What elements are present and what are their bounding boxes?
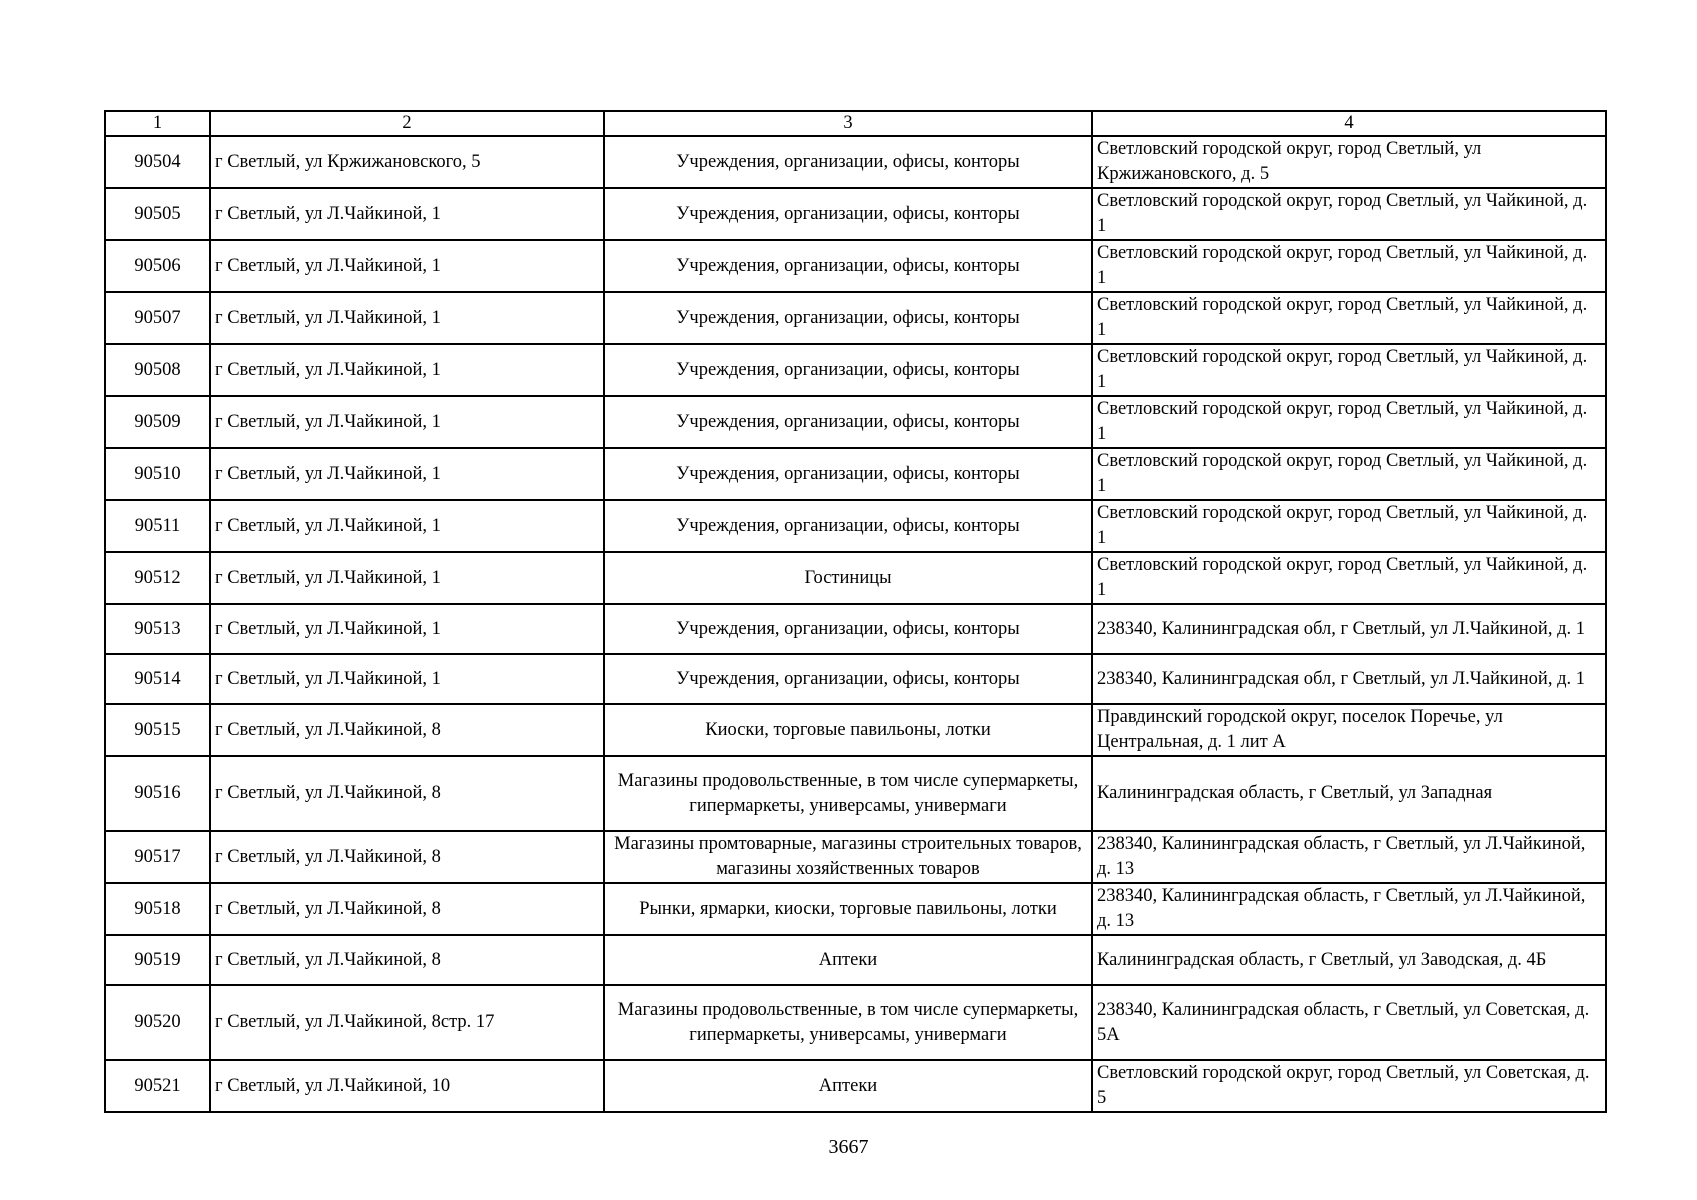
- cell-id: 90512: [105, 552, 210, 604]
- table-row: [105, 552, 1606, 604]
- page-number: 3667: [828, 1136, 869, 1158]
- cell-id: 90513: [105, 604, 210, 654]
- cell-address: г Светлый, ул Л.Чайкиной, 8: [210, 704, 604, 756]
- data-table: [104, 110, 1607, 1113]
- cell-location: Светловский городской округ, город Светлый, ул Кржижановского, д. 5: [1092, 136, 1606, 188]
- table-row: [105, 756, 1606, 831]
- table-body: [105, 136, 1606, 1112]
- cell-address: г Светлый, ул Л.Чайкиной, 1: [210, 344, 604, 396]
- cell-object-type: Гостиницы: [604, 552, 1092, 604]
- cell-object-type: Киоски, торговые павильоны, лотки: [604, 704, 1092, 756]
- cell-address: г Светлый, ул Л.Чайкиной, 1: [210, 292, 604, 344]
- cell-address: г Светлый, ул Л.Чайкиной, 1: [210, 396, 604, 448]
- table-row: [105, 985, 1606, 1060]
- cell-location: Светловский городской округ, город Светлый, ул Советская, д. 5: [1092, 1060, 1606, 1112]
- column-header: 3: [604, 111, 1092, 136]
- table-row: [105, 240, 1606, 292]
- cell-id: 90508: [105, 344, 210, 396]
- cell-object-type: Магазины промтоварные, магазины строительных товаров, магазины хозяйственных товаров: [604, 831, 1092, 883]
- cell-address: г Светлый, ул Л.Чайкиной, 10: [210, 1060, 604, 1112]
- cell-id: 90519: [105, 935, 210, 985]
- column-header: 4: [1092, 111, 1606, 136]
- cell-address: г Светлый, ул Л.Чайкиной, 1: [210, 552, 604, 604]
- cell-location: Светловский городской округ, город Светлый, ул Чайкиной, д. 1: [1092, 344, 1606, 396]
- cell-object-type: Учреждения, организации, офисы, конторы: [604, 188, 1092, 240]
- cell-address: г Светлый, ул Л.Чайкиной, 8: [210, 756, 604, 831]
- table-row: [105, 500, 1606, 552]
- table-row: [105, 1060, 1606, 1112]
- cell-location: 238340, Калининградская область, г Светлый, ул Советская, д. 5А: [1092, 985, 1606, 1060]
- cell-object-type: Учреждения, организации, офисы, конторы: [604, 136, 1092, 188]
- cell-address: г Светлый, ул Л.Чайкиной, 1: [210, 500, 604, 552]
- table-row: [105, 292, 1606, 344]
- cell-object-type: Учреждения, организации, офисы, конторы: [604, 448, 1092, 500]
- cell-id: 90515: [105, 704, 210, 756]
- column-header: 1: [105, 111, 210, 136]
- cell-object-type: Магазины продовольственные, в том числе супермаркеты, гипермаркеты, универсамы, универмаги: [604, 756, 1092, 831]
- cell-object-type: Учреждения, организации, офисы, конторы: [604, 344, 1092, 396]
- cell-id: 90506: [105, 240, 210, 292]
- cell-id: 90504: [105, 136, 210, 188]
- cell-location: 238340, Калининградская обл, г Светлый, ул Л.Чайкиной, д. 1: [1092, 654, 1606, 704]
- cell-address: г Светлый, ул Л.Чайкиной, 1: [210, 604, 604, 654]
- table-row: [105, 188, 1606, 240]
- cell-location: Светловский городской округ, город Светлый, ул Чайкиной, д. 1: [1092, 448, 1606, 500]
- cell-location: 238340, Калининградская обл, г Светлый, ул Л.Чайкиной, д. 1: [1092, 604, 1606, 654]
- cell-object-type: Магазины продовольственные, в том числе супермаркеты, гипермаркеты, универсамы, универмаги: [604, 985, 1092, 1060]
- cell-location: Светловский городской округ, город Светлый, ул Чайкиной, д. 1: [1092, 552, 1606, 604]
- table-row: [105, 604, 1606, 654]
- cell-id: 90505: [105, 188, 210, 240]
- header-row: [105, 111, 1606, 136]
- table-row: [105, 883, 1606, 935]
- cell-id: 90517: [105, 831, 210, 883]
- table-row: [105, 136, 1606, 188]
- cell-address: г Светлый, ул Л.Чайкиной, 1: [210, 240, 604, 292]
- table-row: [105, 935, 1606, 985]
- cell-address: г Светлый, ул Л.Чайкиной, 1: [210, 654, 604, 704]
- table-row: [105, 344, 1606, 396]
- cell-object-type: Учреждения, организации, офисы, конторы: [604, 396, 1092, 448]
- cell-location: Светловский городской округ, город Светлый, ул Чайкиной, д. 1: [1092, 188, 1606, 240]
- table-row: [105, 448, 1606, 500]
- table-row: [105, 704, 1606, 756]
- cell-location: Светловский городской округ, город Светлый, ул Чайкиной, д. 1: [1092, 240, 1606, 292]
- cell-address: г Светлый, ул Л.Чайкиной, 8: [210, 935, 604, 985]
- table-row: [105, 654, 1606, 704]
- cell-address: г Светлый, ул Л.Чайкиной, 8стр. 17: [210, 985, 604, 1060]
- cell-object-type: Учреждения, организации, офисы, конторы: [604, 240, 1092, 292]
- cell-id: 90516: [105, 756, 210, 831]
- column-header: 2: [210, 111, 604, 136]
- cell-id: 90520: [105, 985, 210, 1060]
- cell-address: г Светлый, ул Кржижановского, 5: [210, 136, 604, 188]
- cell-location: 238340, Калининградская область, г Светлый, ул Л.Чайкиной, д. 13: [1092, 831, 1606, 883]
- table-row: [105, 396, 1606, 448]
- cell-location: Светловский городской округ, город Светлый, ул Чайкиной, д. 1: [1092, 292, 1606, 344]
- cell-address: г Светлый, ул Л.Чайкиной, 1: [210, 188, 604, 240]
- cell-address: г Светлый, ул Л.Чайкиной, 8: [210, 883, 604, 935]
- cell-object-type: Учреждения, организации, офисы, конторы: [604, 604, 1092, 654]
- cell-location: Правдинский городской округ, поселок Поречье, ул Центральная, д. 1 лит А: [1092, 704, 1606, 756]
- cell-id: 90518: [105, 883, 210, 935]
- cell-address: г Светлый, ул Л.Чайкиной, 1: [210, 448, 604, 500]
- cell-object-type: Аптеки: [604, 935, 1092, 985]
- table-row: [105, 831, 1606, 883]
- cell-object-type: Учреждения, организации, офисы, конторы: [604, 292, 1092, 344]
- cell-id: 90509: [105, 396, 210, 448]
- cell-object-type: Учреждения, организации, офисы, конторы: [604, 654, 1092, 704]
- cell-object-type: Аптеки: [604, 1060, 1092, 1112]
- cell-location: Калининградская область, г Светлый, ул Заводская, д. 4Б: [1092, 935, 1606, 985]
- cell-id: 90514: [105, 654, 210, 704]
- cell-location: Светловский городской округ, город Светлый, ул Чайкиной, д. 1: [1092, 396, 1606, 448]
- cell-id: 90507: [105, 292, 210, 344]
- cell-location: Калининградская область, г Светлый, ул Западная: [1092, 756, 1606, 831]
- cell-id: 90521: [105, 1060, 210, 1112]
- cell-address: г Светлый, ул Л.Чайкиной, 8: [210, 831, 604, 883]
- cell-object-type: Рынки, ярмарки, киоски, торговые павильоны, лотки: [604, 883, 1092, 935]
- cell-object-type: Учреждения, организации, офисы, конторы: [604, 500, 1092, 552]
- cell-location: Светловский городской округ, город Светлый, ул Чайкиной, д. 1: [1092, 500, 1606, 552]
- cell-location: 238340, Калининградская область, г Светлый, ул Л.Чайкиной, д. 13: [1092, 883, 1606, 935]
- cell-id: 90511: [105, 500, 210, 552]
- cell-id: 90510: [105, 448, 210, 500]
